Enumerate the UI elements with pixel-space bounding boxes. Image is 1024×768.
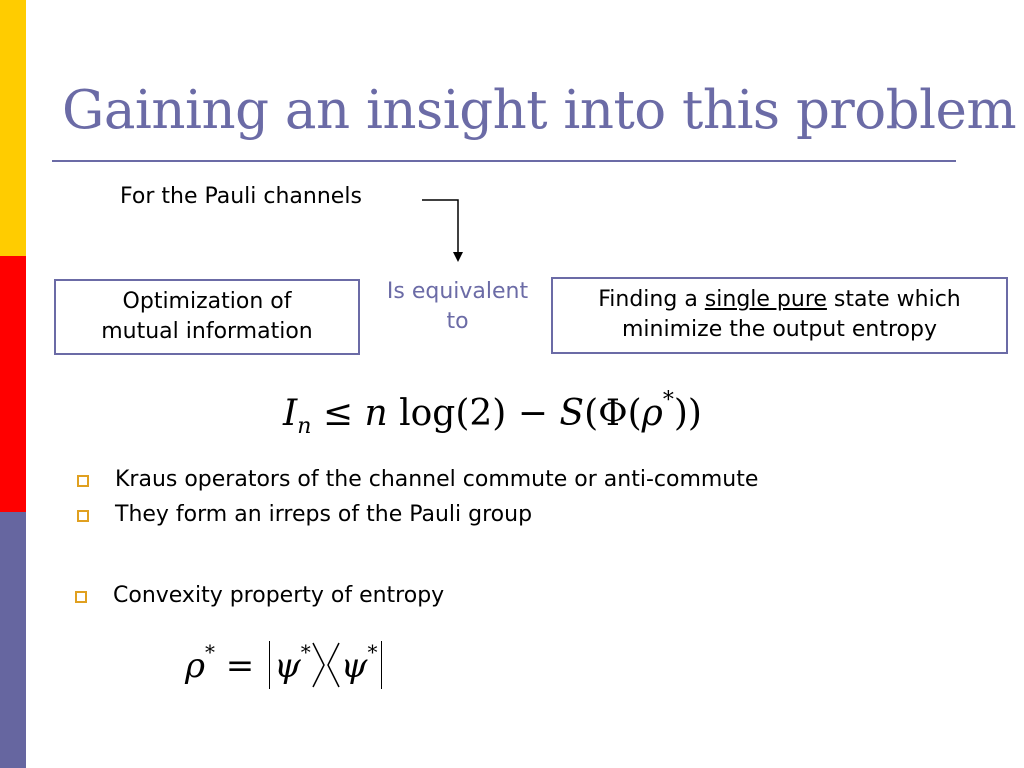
side-stripe-red	[0, 256, 26, 512]
right-box-underlined: single pure	[704, 287, 827, 312]
formula2-star-ket: *	[300, 640, 311, 664]
formula1-leq: ≤	[311, 393, 365, 434]
formula1-S: S	[559, 393, 585, 434]
formula1-n: n	[364, 393, 388, 434]
pauli-channels-note: For the Pauli channels	[120, 184, 362, 209]
right-box-prefix: Finding a	[598, 287, 705, 312]
title-underline	[52, 160, 956, 162]
down-arrow-icon	[420, 190, 470, 270]
bullet-square-icon	[77, 510, 89, 522]
formula1-I: I	[283, 393, 298, 434]
bullet-text: Convexity property of entropy	[113, 583, 445, 608]
mutual-information-box	[54, 279, 360, 355]
right-box-suffix: state which	[826, 287, 961, 312]
formula1-n-sub: n	[297, 414, 312, 439]
formula1-close: ))	[673, 393, 702, 434]
bullet-item	[115, 502, 532, 527]
formula2-rho: ρ	[185, 646, 205, 686]
bullet-item	[115, 467, 758, 492]
connector-line2: to	[446, 309, 469, 334]
formula2-eq: =	[215, 646, 266, 686]
entropy-bound-formula	[283, 388, 702, 439]
formula1-open: (Φ(	[584, 393, 642, 434]
formula1-log2: log(2) −	[387, 393, 560, 434]
formula1-rho: ρ	[641, 393, 663, 434]
left-box-line2: mutual information	[101, 319, 313, 344]
right-box-line1	[553, 285, 1006, 315]
bullet-text: Kraus operators of the channel commute or anti-commute	[115, 467, 759, 492]
ket-bra-angle-icon	[311, 641, 341, 689]
bullet-text: They form an irreps of the Pauli group	[115, 502, 533, 527]
bullet-item	[113, 583, 444, 608]
side-stripe-blue	[0, 512, 26, 768]
connector-line1: Is equivalent	[386, 279, 529, 304]
formula2-star-bra: *	[367, 640, 378, 664]
right-box-line2: minimize the output entropy	[622, 317, 937, 342]
bullet-square-icon	[75, 591, 87, 603]
ket-bar-left	[269, 641, 270, 689]
side-stripe-yellow	[0, 0, 26, 256]
equivalence-connector	[370, 277, 545, 337]
pure-state-box	[551, 277, 1008, 354]
left-box-line1: Optimization of	[122, 289, 292, 314]
formula2-psi-bra: ψ	[340, 646, 368, 686]
formula2-star: *	[205, 640, 215, 664]
slide-title: Gaining an insight into this problem	[62, 80, 1017, 141]
formula1-star: *	[662, 388, 674, 413]
bullet-square-icon	[77, 475, 89, 487]
pure-state-formula	[185, 640, 386, 689]
bra-bar-right	[381, 641, 382, 689]
formula2-psi-ket: ψ	[274, 646, 301, 686]
